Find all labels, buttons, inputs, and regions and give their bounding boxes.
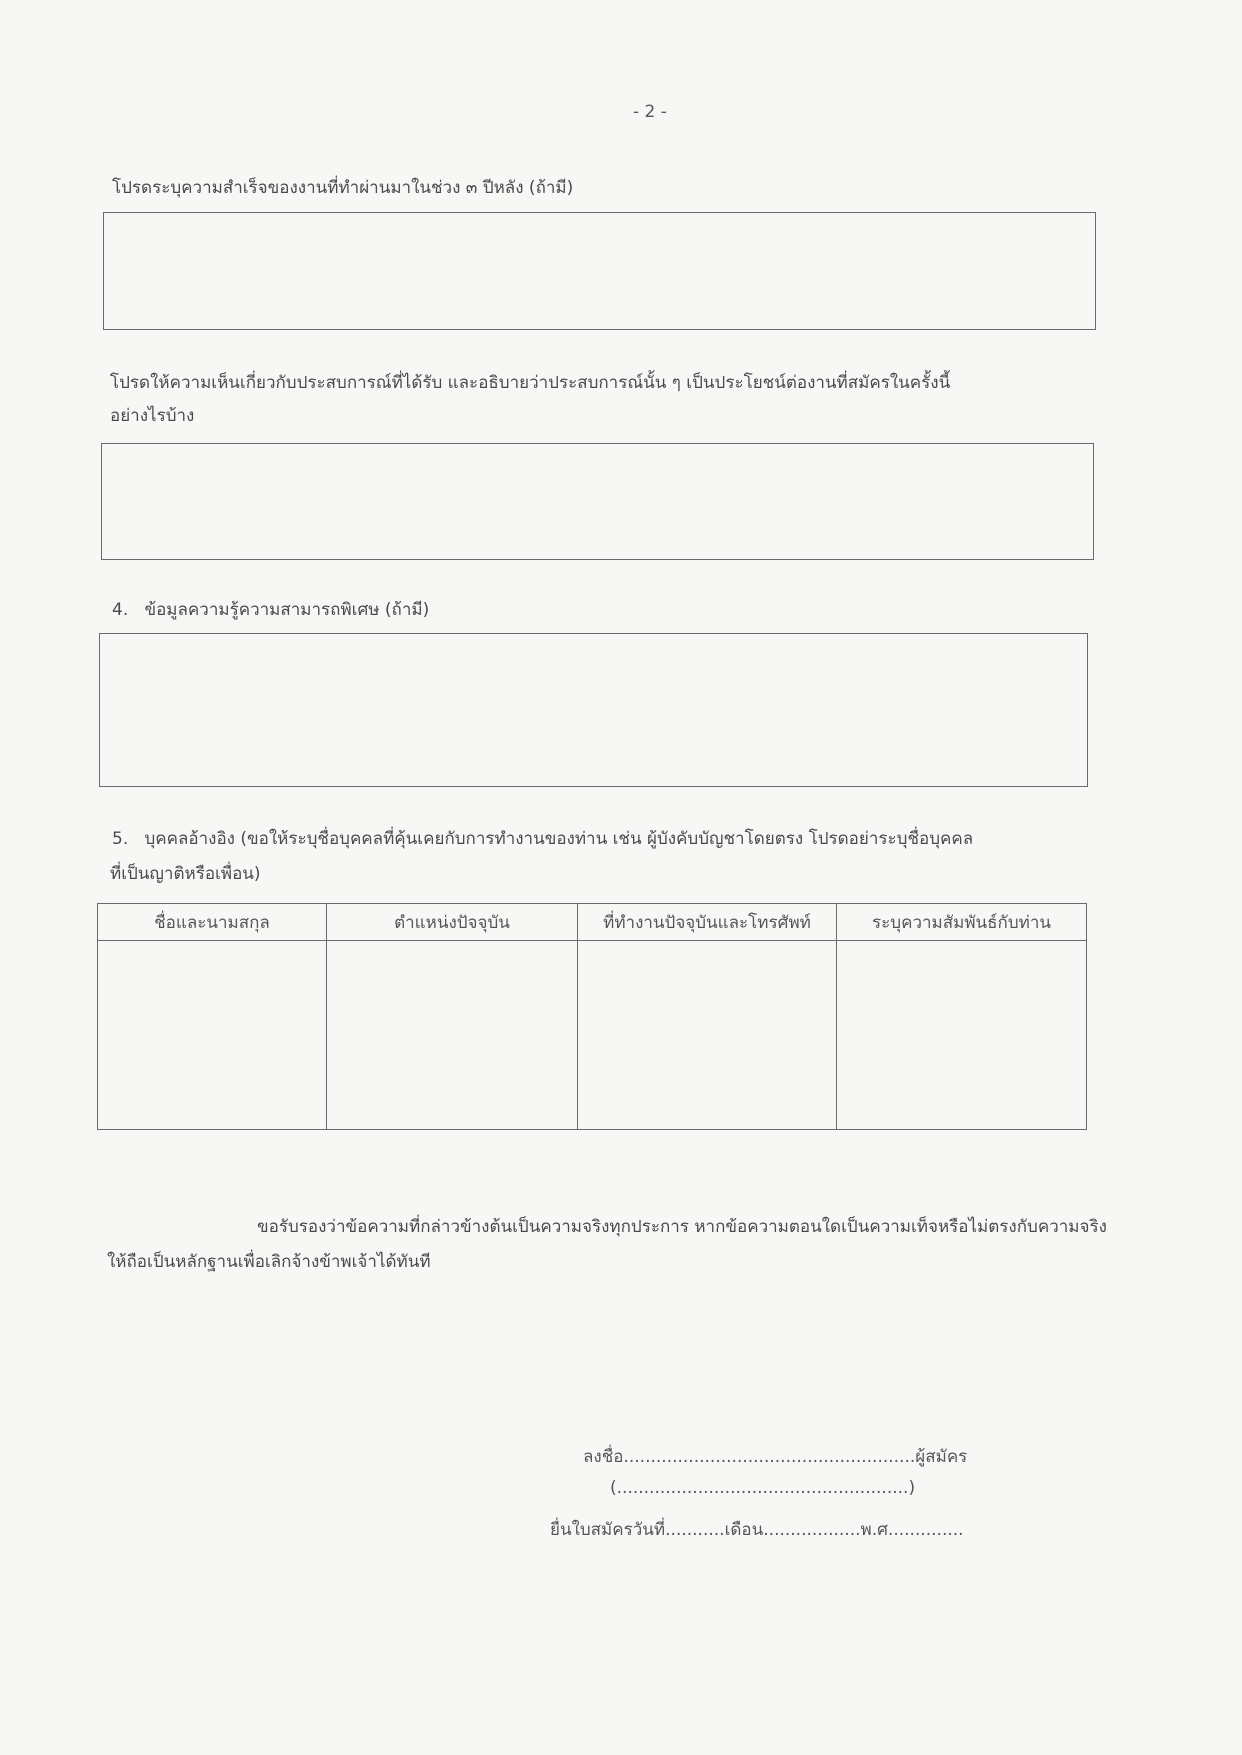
submission-date-line: ยื่นใบสมัครวันที่...........เดือน..................พ.ศ.............. [550,1520,964,1540]
references-heading-line1 [112,829,973,849]
references-label-line2: ที่เป็นญาติหรือเพื่อน) [110,864,261,884]
cell-relationship[interactable] [837,941,1087,1130]
references-table [97,903,1087,1130]
page-number: - 2 - [633,102,667,122]
skills-number: 4. [112,600,129,620]
cell-workplace-phone[interactable] [578,941,837,1130]
col-name-surname: ชื่อและนามสกุล [98,904,327,941]
achievements-label: โปรดระบุความสำเร็จของงานที่ทำผ่านมาในช่วง ๓ ปีหลัง (ถ้ามี) [112,178,574,198]
skills-heading [112,600,429,620]
experience-input-box[interactable] [101,443,1094,560]
printed-name-line: (......................................................) [610,1478,916,1498]
experience-label-line1: โปรดให้ความเห็นเกี่ยวกับประสบการณ์ที่ได้รับ และอธิบายว่าประสบการณ์นั้น ๆ เป็นประโยชน์ต่องานที่สมัครในครั้งนี้ [110,373,951,393]
references-label: บุคคลอ้างอิง (ขอให้ระบุชื่อบุคคลที่คุ้นเคยกับการทำงานของท่าน เช่น ผู้บังคับบัญชาโดยตรง โปรดอย่าระบุชื่อบุคคล [144,829,974,849]
col-current-position: ตำแหน่งปัจจุบัน [327,904,578,941]
experience-label-line2: อย่างไรบ้าง [110,406,195,426]
achievements-input-box[interactable] [103,212,1096,330]
skills-label: ข้อมูลความรู้ความสามารถพิเศษ (ถ้ามี) [144,600,430,620]
cell-name-surname[interactable] [98,941,327,1130]
skills-input-box[interactable] [99,633,1088,787]
signature-line: ลงชื่อ......................................................ผู้สมัคร [583,1447,968,1467]
col-relationship: ระบุความสัมพันธ์กับท่าน [837,904,1087,941]
references-header-row [98,904,1087,941]
certification-line1: ขอรับรองว่าข้อความที่กล่าวข้างต้นเป็นความจริงทุกประการ หากข้อความตอนใดเป็นความเท็จหรือไม่ตรงกับความจริง [257,1217,1107,1237]
cell-current-position[interactable] [327,941,578,1130]
references-number: 5. [112,829,129,849]
certification-line2: ให้ถือเป็นหลักฐานเพื่อเลิกจ้างข้าพเจ้าได้ทันที [107,1252,431,1272]
col-workplace-phone: ที่ทำงานปัจจุบันและโทรศัพท์ [578,904,837,941]
references-entry-row [98,941,1087,1130]
